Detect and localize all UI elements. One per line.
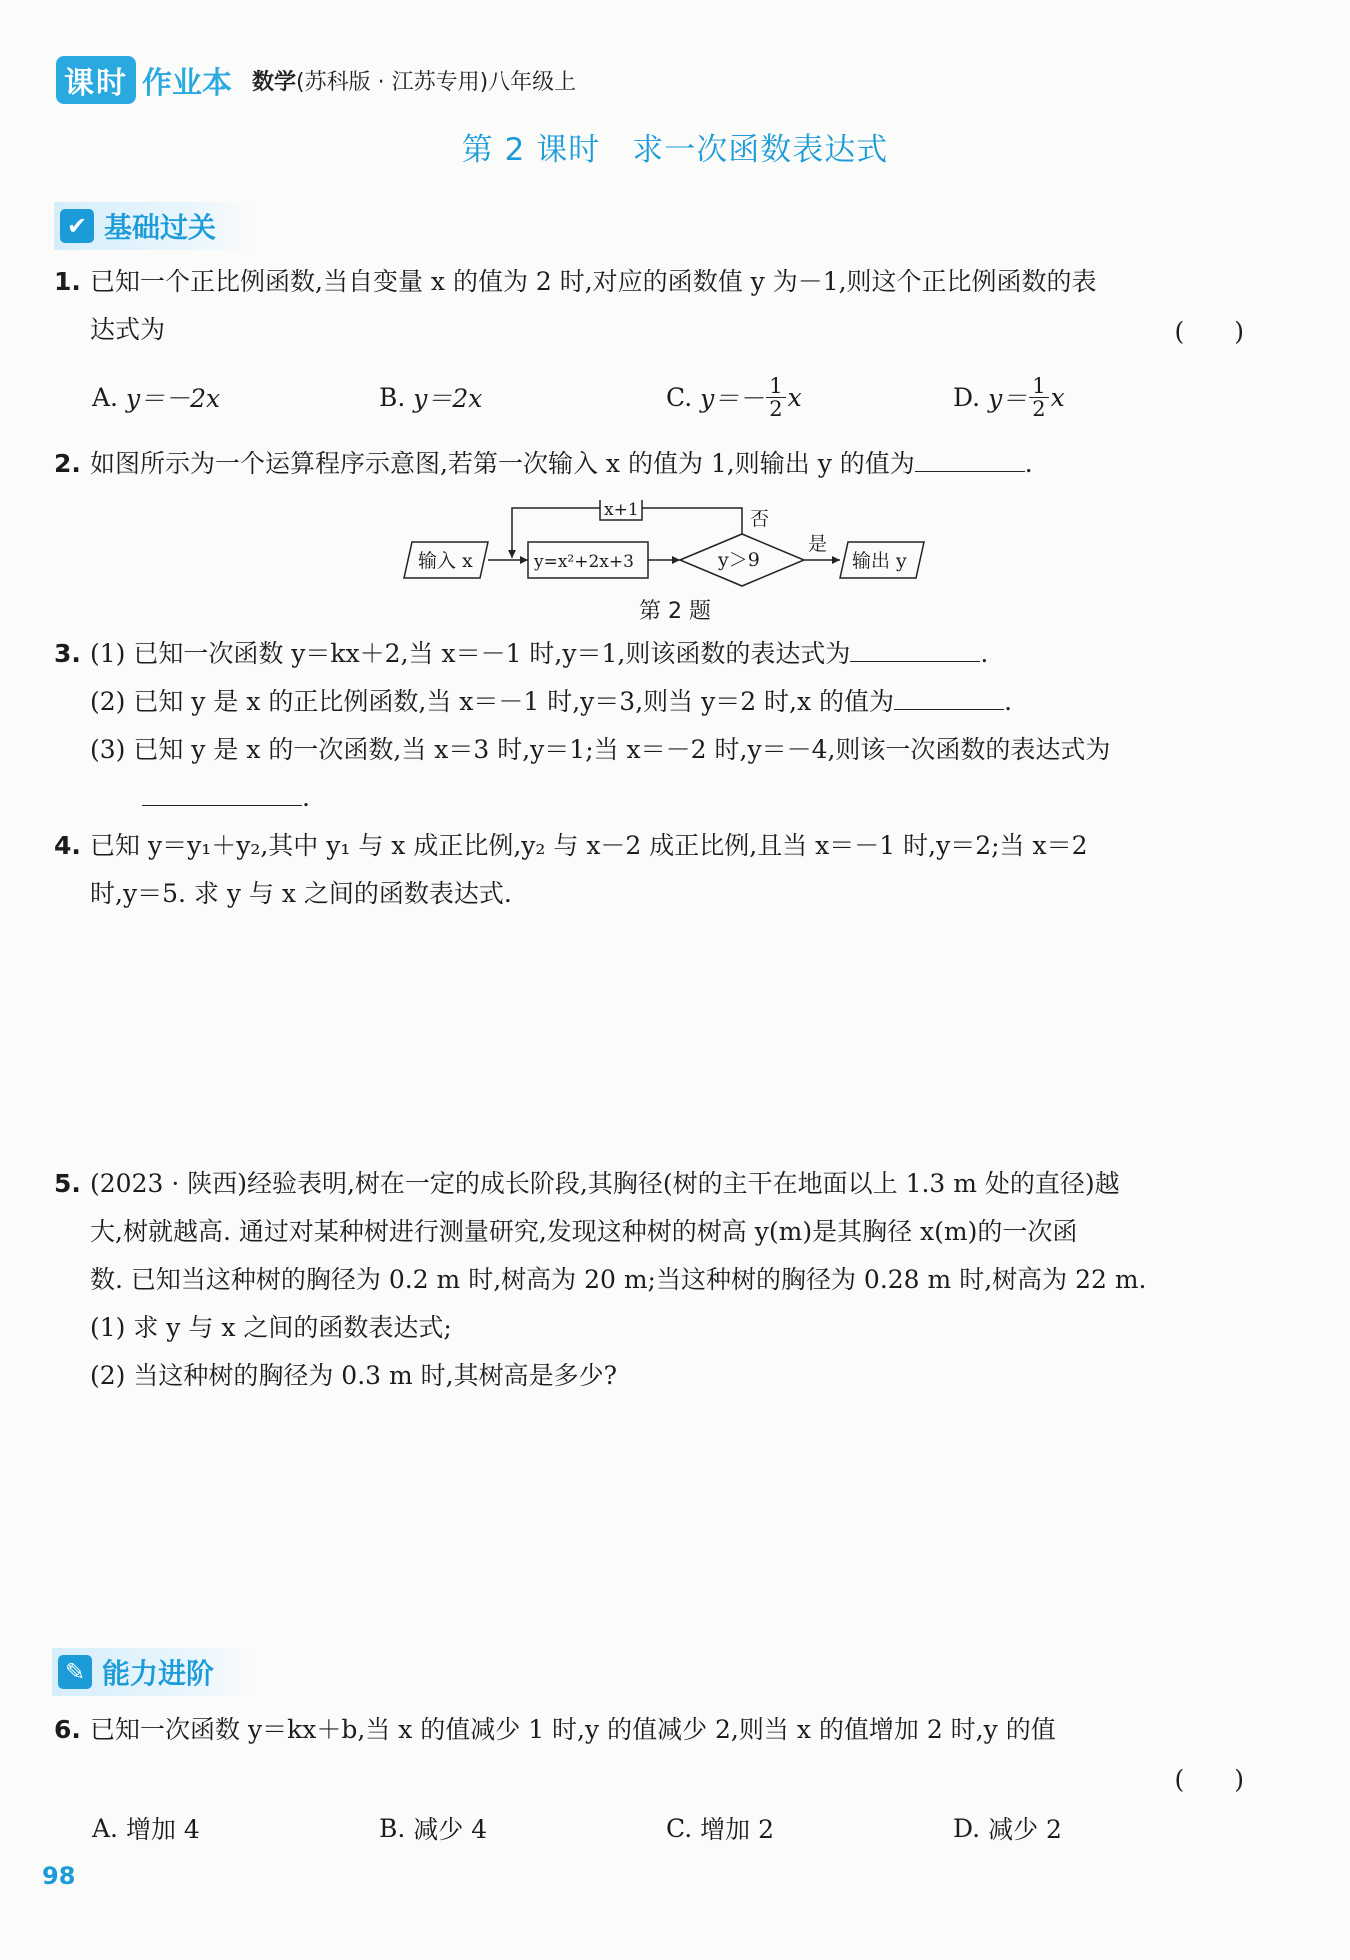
flow-no-label: 否 bbox=[750, 508, 770, 530]
fraction: $\frac{1}{2}$ bbox=[766, 375, 785, 420]
page-number: 98 bbox=[42, 1862, 76, 1890]
option-b[interactable]: B. y＝2x bbox=[379, 382, 483, 413]
option-d[interactable]: D. 减少 2 bbox=[953, 1813, 1062, 1844]
question-part-1: (1) 已知一次函数 y＝kx＋2,当 x＝－1 时,y＝1,则该函数的表达式为 bbox=[90, 639, 851, 668]
flow-yes-label: 是 bbox=[808, 533, 828, 555]
section-basic-label: 基础过关 bbox=[104, 211, 217, 244]
question-text: 数. 已知当这种树的胸径为 0.2 m 时,树高为 20 m;当这种树的胸径为 0.28 m 时,树高为 22 m. bbox=[90, 1265, 1147, 1294]
question-text: (2023 · 陕西)经验表明,树在一定的成长阶段,其胸径(树的主干在地面以上 1.3 m 处的直径)越 bbox=[90, 1169, 1120, 1198]
question-2: 2. 如图所示为一个运算程序示意图,若第一次输入 x 的值为 1,则输出 y 的值为 . bbox=[54, 440, 1304, 488]
option-d[interactable]: D. y＝ $\frac{1}{2}$ x bbox=[953, 373, 1065, 421]
answer-blank[interactable] bbox=[915, 441, 1025, 472]
answer-paren[interactable]: ( ) bbox=[1174, 317, 1244, 346]
question-number: 3. bbox=[54, 639, 81, 668]
question-number: 6. bbox=[54, 1715, 81, 1744]
question-text: 达式为 bbox=[90, 315, 166, 344]
page-header bbox=[56, 58, 576, 102]
question-3: 3. (1) 已知一次函数 y＝kx＋2,当 x＝－1 时,y＝1,则该函数的表达式为 . (2) 已知 y 是 x 的正比例函数,当 x＝－1 时,y＝3,则当 y＝2 时,x 的值为 . (3) 已知 y 是 x 的一次函数,当 x＝3 时,y＝1;当 x＝－2 时,y＝－4,则该一次函数的表达式为 . bbox=[54, 630, 1304, 822]
question-part-3: (3) 已知 y 是 x 的一次函数,当 x＝3 时,y＝1;当 x＝－2 时,y＝－4,则该一次函数的表达式为 bbox=[90, 735, 1111, 764]
section-advanced bbox=[52, 1648, 254, 1696]
option-c[interactable]: C. y＝－ $\frac{1}{2}$ x bbox=[666, 373, 802, 421]
answer-paren[interactable]: ( ) bbox=[1174, 1765, 1244, 1794]
question-part-2: (2) 当这种树的胸径为 0.3 m 时,其树高是多少? bbox=[90, 1361, 618, 1390]
logo-badge: 课时 bbox=[56, 56, 136, 104]
question-4 bbox=[54, 822, 1304, 918]
option-b[interactable]: B. 减少 4 bbox=[379, 1813, 488, 1844]
option-a[interactable]: A. 增加 4 bbox=[92, 1813, 200, 1844]
flow-input-label: 输入 x bbox=[418, 550, 473, 572]
option-a[interactable]: A. y＝－2x bbox=[92, 382, 221, 413]
question-5 bbox=[54, 1160, 1304, 1400]
lesson-title: 第 2 课时 求一次函数表达式 bbox=[461, 132, 889, 168]
flowchart bbox=[400, 500, 940, 590]
option-c[interactable]: C. 增加 2 bbox=[666, 1813, 774, 1844]
question-text: 已知一个正比例函数,当自变量 x 的值为 2 时,对应的函数值 y 为－1,则这个正比例函数的表 bbox=[90, 267, 1097, 296]
question-number: 5. bbox=[54, 1169, 81, 1198]
brand-name: 作业本 bbox=[142, 66, 232, 101]
q1-options bbox=[92, 368, 1240, 426]
question-6 bbox=[54, 1706, 1304, 1754]
q6-options bbox=[92, 1808, 1240, 1848]
question-text: 大,树就越高. 通过对某种树进行测量研究,发现这种树的树高 y(m)是其胸径 x(m)的一次函 bbox=[90, 1217, 1078, 1246]
question-number: 2. bbox=[54, 449, 81, 478]
figure-caption: 第 2 题 bbox=[639, 599, 711, 624]
checkbox-icon: ✔ bbox=[60, 209, 94, 243]
question-number: 4. bbox=[54, 831, 81, 860]
section-advanced-label: 能力进阶 bbox=[102, 1657, 215, 1690]
question-text: 时,y＝5. 求 y 与 x 之间的函数表达式. bbox=[90, 879, 512, 908]
flow-process-label: y=x²+2x+3 bbox=[534, 552, 634, 572]
question-part-1: (1) 求 y 与 x 之间的函数表达式; bbox=[90, 1313, 452, 1342]
answer-blank[interactable] bbox=[894, 679, 1004, 710]
fraction: $\frac{1}{2}$ bbox=[1029, 375, 1048, 420]
question-part-2: (2) 已知 y 是 x 的正比例函数,当 x＝－1 时,y＝3,则当 y＝2 时,x 的值为 bbox=[90, 687, 895, 716]
question-text: 已知 y＝y₁＋y₂,其中 y₁ 与 x 成正比例,y₂ 与 x－2 成正比例,且当 x＝－1 时,y＝2;当 x＝2 bbox=[90, 831, 1088, 860]
subject-label: 数学(苏科版 · 江苏专用)八年级上 bbox=[252, 69, 577, 95]
question-text: 如图所示为一个运算程序示意图,若第一次输入 x 的值为 1,则输出 y 的值为 bbox=[90, 449, 915, 478]
answer-blank[interactable] bbox=[142, 775, 302, 806]
flow-decision-label: y＞9 bbox=[718, 549, 760, 571]
answer-blank[interactable] bbox=[850, 631, 980, 662]
section-basic bbox=[54, 202, 256, 250]
question-number: 1. bbox=[54, 267, 81, 296]
question-text: 已知一次函数 y＝kx＋b,当 x 的值减少 1 时,y 的值减少 2,则当 x 的值增加 2 时,y 的值 bbox=[90, 1715, 1056, 1744]
question-1 bbox=[54, 258, 1304, 354]
flow-loop-label: x+1 bbox=[604, 500, 639, 520]
flow-output-label: 输出 y bbox=[852, 550, 907, 572]
pencil-icon: ✎ bbox=[58, 1655, 92, 1689]
